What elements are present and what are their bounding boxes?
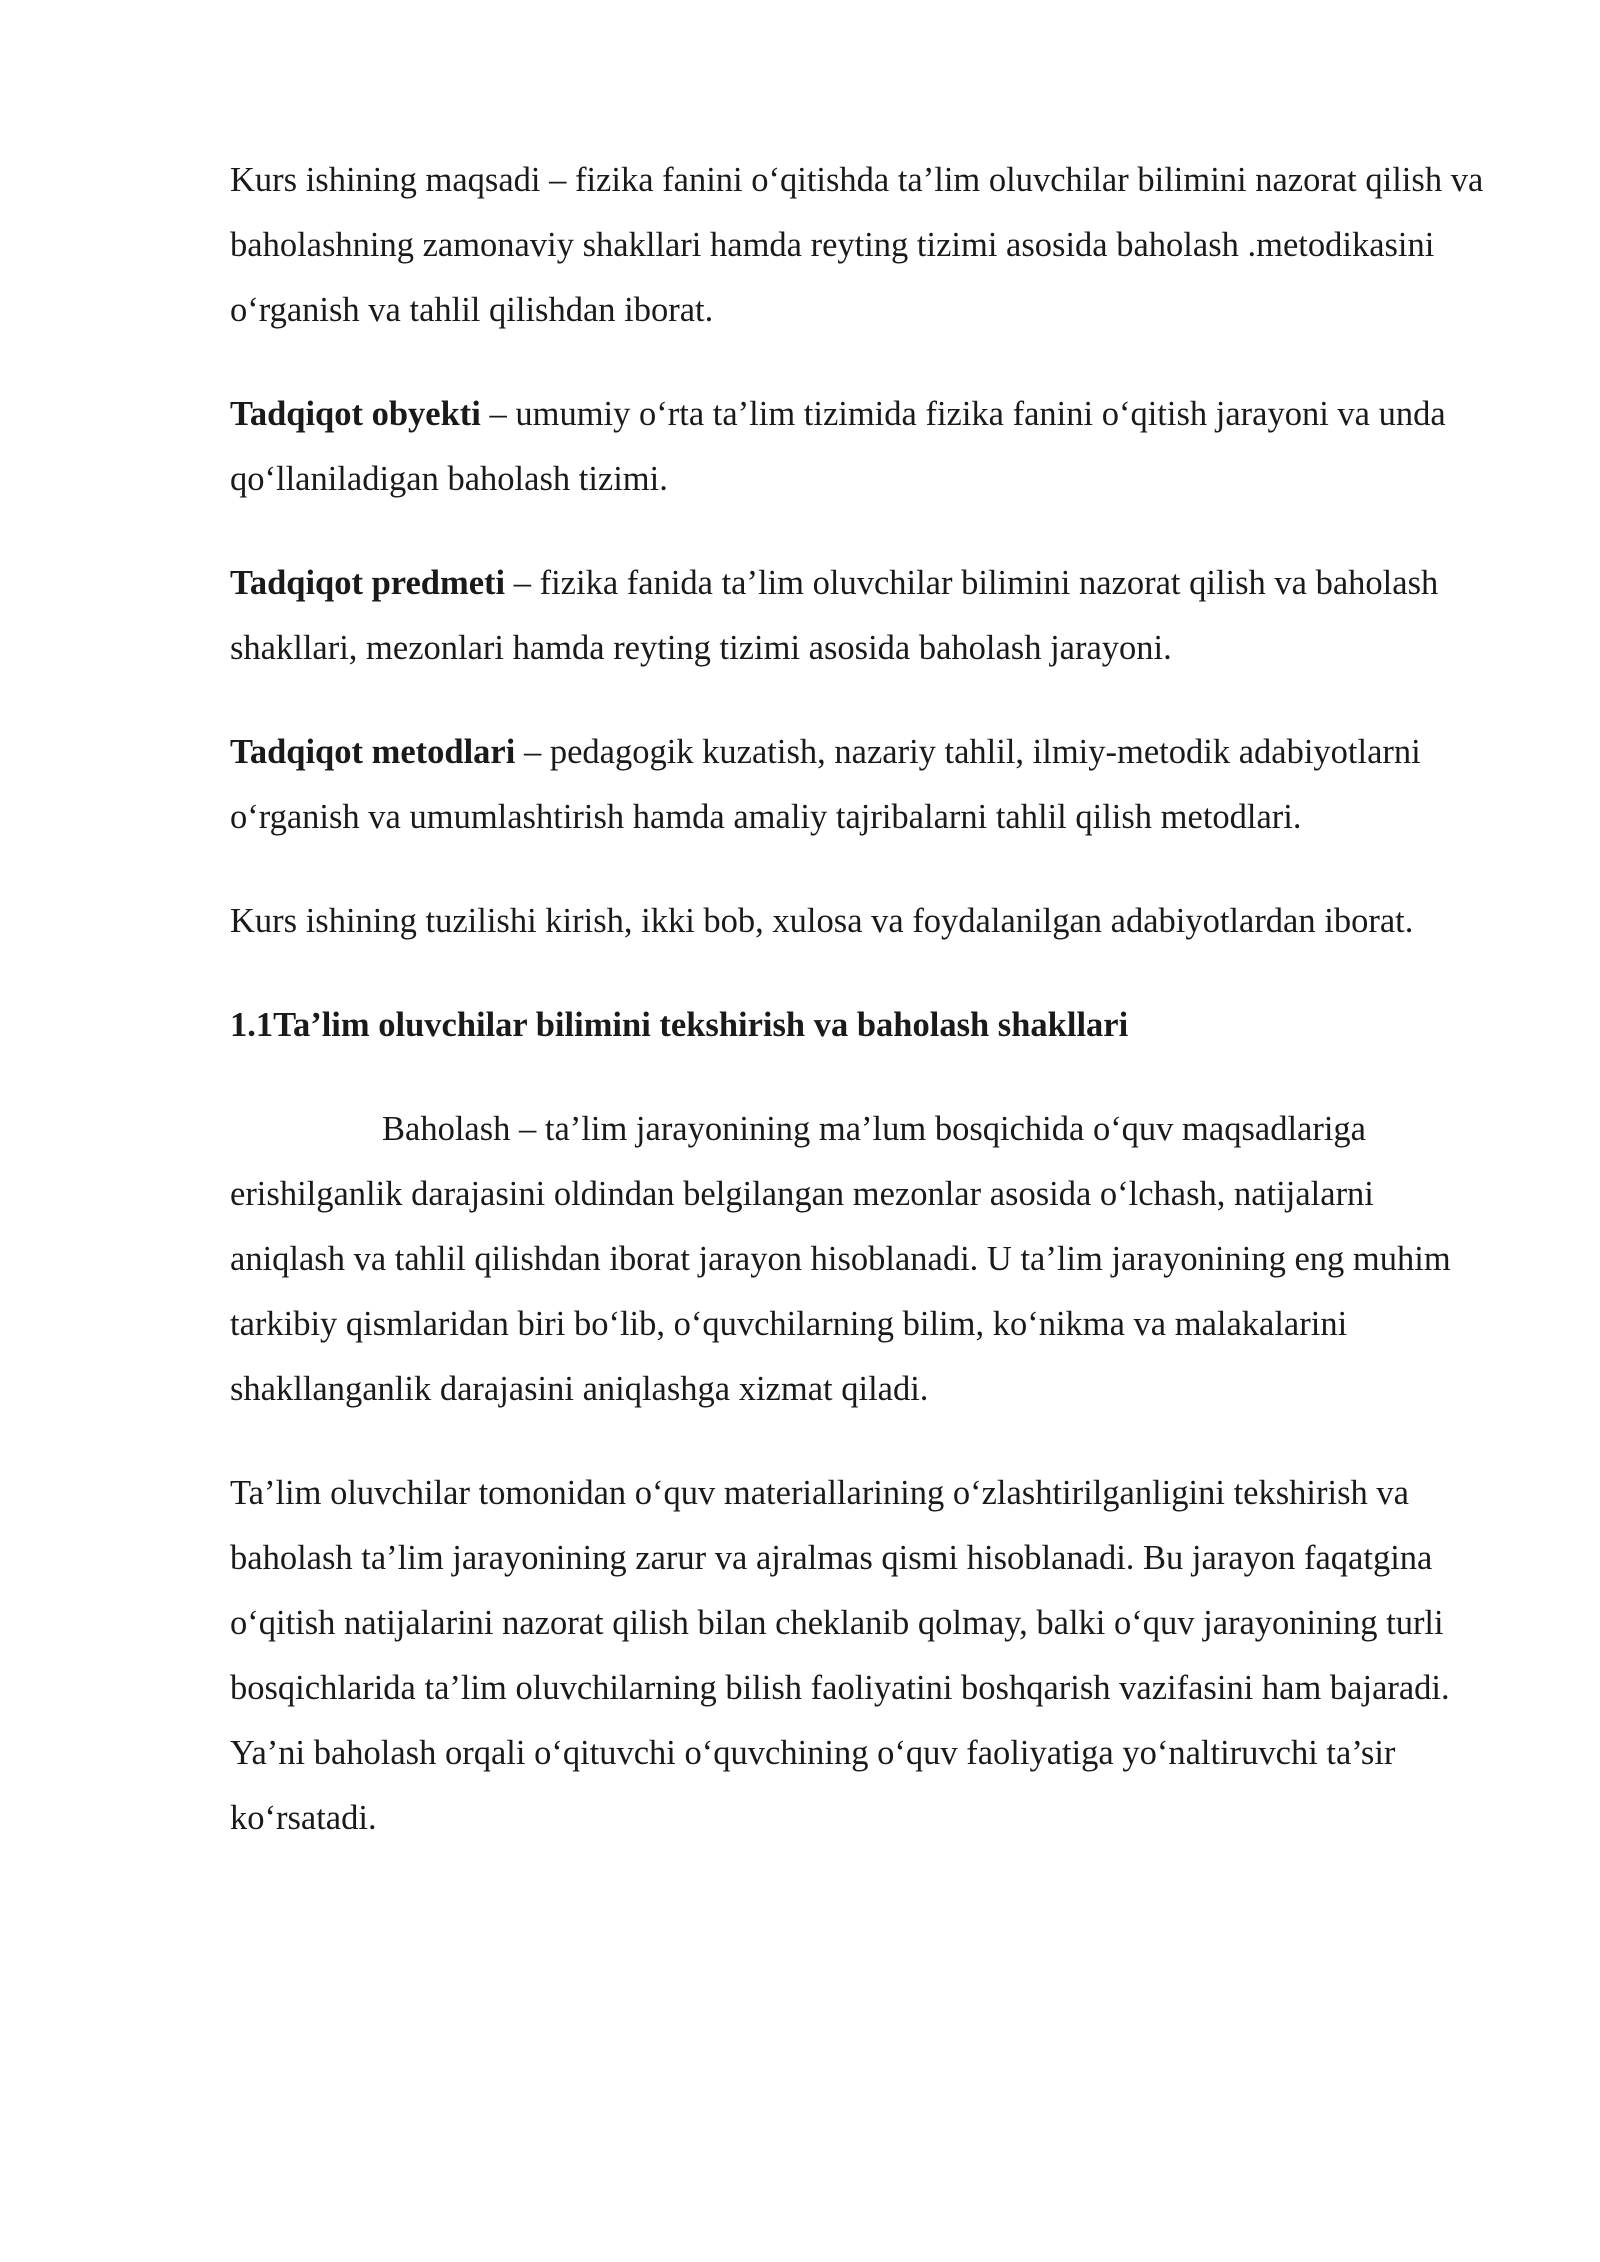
paragraph-research-object (230, 382, 1495, 512)
document-page (230, 148, 1495, 1890)
paragraph-research-subject (230, 551, 1495, 681)
research-object-label: Tadqiqot obyekti (230, 395, 481, 433)
paragraph-research-methods (230, 720, 1495, 850)
paragraph-structure: Kurs ishining tuzilishi kirish, ikki bob, xulosa va foydalanilgan adabiyotlardan iborat. (230, 902, 1414, 940)
section-heading: 1.1Ta’lim oluvchilar bilimini tekshirish va baholash shakllari (230, 1006, 1129, 1044)
research-subject-text: – fizika fanida ta’lim oluvchilar bilimini nazorat qilish va baholash shakllari, mezonlari hamda reyting tizimi asosida baholash jarayoni. (230, 564, 1439, 667)
research-methods-text: – pedagogik kuzatish, nazariy tahlil, ilmiy-metodik adabiyotlarni o‘rganish va umumlashtirish hamda amaliy tajribalarni tahlil qilish metodlari. (230, 733, 1421, 836)
paragraph-assessment-definition: Baholash – ta’lim jarayonining ma’lum bosqichida o‘quv maqsadlariga erishilganlik darajasini oldindan belgilangan mezonlar asosida o‘lchash, natijalarni aniqlash va tahlil qilishdan iborat jarayon hisoblanadi. U ta’lim jarayonining eng muhim tarkibiy qismlaridan biri bo‘lib, o‘quvchilarning bilim, ko‘nikma va malakalarini shakllanganlik darajasini aniqlashga xizmat qiladi. (230, 1110, 1451, 1408)
research-methods-label: Tadqiqot metodlari (230, 733, 516, 771)
paragraph-aim: Kurs ishining maqsadi – fizika fanini o‘qitishda ta’lim oluvchilar bilimini nazorat qilish va baholashning zamonaviy shakllari hamda reyting tizimi asosida baholash .metodikasini o‘rganish va tahlil qilishdan iborat. (230, 161, 1484, 329)
research-subject-label: Tadqiqot predmeti (230, 564, 506, 602)
paragraph-assessment-role: Ta’lim oluvchilar tomonidan o‘quv materiallarining o‘zlashtirilganligini tekshirish va baholash ta’lim jarayonining zarur va ajralmas qismi hisoblanadi. Bu jarayon faqatgina o‘qitish natijalarini nazorat qilish bilan cheklanib qolmay, balki o‘quv jarayonining turli bosqichlarida ta’lim oluvchilarning bilish faoliyatini boshqarish vazifasini ham bajaradi. Ya’ni baholash orqali o‘qituvchi o‘quvchining o‘quv faoliyatiga yo‘naltiruvchi ta’sir ko‘rsatadi. (230, 1474, 1450, 1837)
research-object-text: – umumiy o‘rta ta’lim tizimida fizika fanini o‘qitish jarayoni va unda qo‘llaniladigan baholash tizimi. (230, 395, 1446, 498)
